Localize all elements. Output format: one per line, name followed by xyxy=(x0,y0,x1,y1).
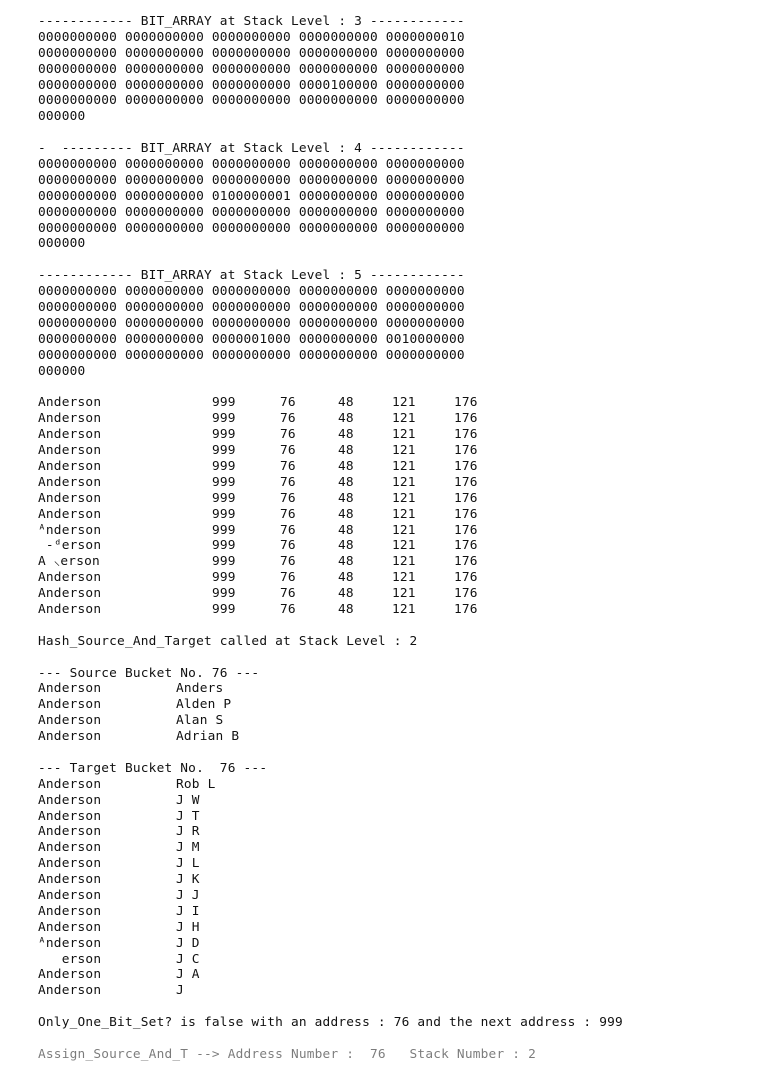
record-value: 76 xyxy=(280,474,296,490)
record-value: 48 xyxy=(338,522,354,538)
table-row xyxy=(38,427,738,443)
bucket-given: J H xyxy=(176,919,200,935)
record-table xyxy=(38,395,738,617)
record-value: 121 xyxy=(392,395,416,411)
bit-array-row: 000000 xyxy=(38,109,86,125)
record-value: 999 xyxy=(212,474,236,490)
record-name: Anderson xyxy=(38,411,102,427)
list-item xyxy=(38,967,738,983)
table-row xyxy=(38,602,738,618)
truncated-assign-line: Assign_Source_And_T --> Address Number : 76 Stack Number : 2 xyxy=(38,1046,536,1062)
record-value: 999 xyxy=(212,586,236,602)
record-value: 76 xyxy=(280,490,296,506)
record-value: 999 xyxy=(212,538,236,554)
bucket-given: J J xyxy=(176,887,200,903)
bucket-surname: Anderson xyxy=(38,776,102,792)
list-item xyxy=(38,681,738,697)
bucket-given: Alan S xyxy=(176,713,224,729)
bucket-given: J C xyxy=(176,951,200,967)
table-row xyxy=(38,538,738,554)
record-value: 121 xyxy=(392,554,416,570)
source-bucket-header: --- Source Bucket No. 76 --- xyxy=(38,665,260,681)
record-value: 76 xyxy=(280,443,296,459)
record-value: 76 xyxy=(280,506,296,522)
record-name: Anderson xyxy=(38,458,102,474)
record-value: 48 xyxy=(338,458,354,474)
target-bucket-list xyxy=(38,777,738,999)
record-value: 176 xyxy=(454,554,478,570)
bucket-surname: ᴬnderson xyxy=(38,935,102,951)
record-value: 999 xyxy=(212,490,236,506)
record-value: 121 xyxy=(392,506,416,522)
bit-array-row: 0000000000 0000000000 0000000000 0000000000 0000000000 xyxy=(38,45,465,61)
bucket-given: J xyxy=(176,983,184,999)
record-name: A ⸜erson xyxy=(38,554,100,570)
bucket-surname: erson xyxy=(38,951,102,967)
record-value: 999 xyxy=(212,427,236,443)
bit-array-row: 000000 xyxy=(38,236,86,252)
bucket-surname: Anderson xyxy=(38,808,102,824)
bit-array-row: 0000000000 0000000000 0000000000 0000000000 0000000000 xyxy=(38,315,465,331)
bit-array-row: 0000000000 0000000000 0000000000 0000000000 0000000000 xyxy=(38,347,465,363)
record-value: 999 xyxy=(212,506,236,522)
record-value: 999 xyxy=(212,458,236,474)
record-value: 176 xyxy=(454,474,478,490)
bucket-given: J R xyxy=(176,824,200,840)
bucket-given: Alden P xyxy=(176,697,232,713)
bucket-given: J D xyxy=(176,935,200,951)
record-value: 48 xyxy=(338,506,354,522)
bit-array-row: 0000000000 0000000000 0000001000 0000000000 0010000000 xyxy=(38,331,465,347)
list-item xyxy=(38,936,738,952)
bit-array-block xyxy=(38,14,738,125)
bucket-surname: Anderson xyxy=(38,983,102,999)
record-value: 48 xyxy=(338,474,354,490)
list-item xyxy=(38,809,738,825)
record-value: 176 xyxy=(454,601,478,617)
bit-array-row: 0000000000 0000000000 0000000000 0000000000 0000000000 xyxy=(38,61,465,77)
bucket-given: J W xyxy=(176,792,200,808)
bucket-surname: Anderson xyxy=(38,967,102,983)
record-value: 176 xyxy=(454,586,478,602)
record-value: 76 xyxy=(280,601,296,617)
bucket-given: Adrian B xyxy=(176,729,240,745)
bucket-surname: Anderson xyxy=(38,697,102,713)
record-value: 76 xyxy=(280,554,296,570)
list-item xyxy=(38,856,738,872)
bucket-surname: Anderson xyxy=(38,903,102,919)
record-value: 48 xyxy=(338,490,354,506)
record-name: ᴬnderson xyxy=(38,522,102,538)
list-item xyxy=(38,872,738,888)
list-item xyxy=(38,697,738,713)
record-value: 48 xyxy=(338,395,354,411)
record-value: 48 xyxy=(338,570,354,586)
record-value: 121 xyxy=(392,427,416,443)
bit-array-row: 0000000000 0000000000 0000000000 0000000000 0000000000 xyxy=(38,220,465,236)
source-bucket-list xyxy=(38,681,738,745)
record-name: Anderson xyxy=(38,490,102,506)
bucket-given: J T xyxy=(176,808,200,824)
record-value: 48 xyxy=(338,586,354,602)
record-value: 999 xyxy=(212,601,236,617)
list-item xyxy=(38,840,738,856)
record-value: 76 xyxy=(280,427,296,443)
table-row xyxy=(38,586,738,602)
record-value: 121 xyxy=(392,586,416,602)
bit-array-row: 000000 xyxy=(38,363,86,379)
table-row xyxy=(38,554,738,570)
bucket-given: J A xyxy=(176,967,200,983)
record-value: 121 xyxy=(392,538,416,554)
record-value: 48 xyxy=(338,427,354,443)
record-value: 48 xyxy=(338,554,354,570)
record-value: 48 xyxy=(338,538,354,554)
table-row xyxy=(38,475,738,491)
record-value: 176 xyxy=(454,490,478,506)
list-item xyxy=(38,824,738,840)
record-value: 999 xyxy=(212,570,236,586)
bit-array-block xyxy=(38,268,738,379)
bucket-given: J M xyxy=(176,840,200,856)
record-value: 999 xyxy=(212,411,236,427)
record-name: Anderson xyxy=(38,474,102,490)
bucket-given: J K xyxy=(176,872,200,888)
record-value: 76 xyxy=(280,458,296,474)
list-item xyxy=(38,920,738,936)
bucket-surname: Anderson xyxy=(38,729,102,745)
hash-call-line: Hash_Source_And_Target called at Stack Level : 2 xyxy=(38,633,418,649)
record-value: 999 xyxy=(212,443,236,459)
bit-array-row: 0000000000 0000000000 0000000000 0000000000 0000000000 xyxy=(38,157,465,173)
bit-array-block xyxy=(38,141,738,252)
record-value: 121 xyxy=(392,601,416,617)
record-name: Anderson xyxy=(38,506,102,522)
record-value: 176 xyxy=(454,506,478,522)
bucket-surname: Anderson xyxy=(38,824,102,840)
table-row xyxy=(38,411,738,427)
bucket-given: J I xyxy=(176,903,200,919)
bucket-given: J L xyxy=(176,856,200,872)
record-value: 176 xyxy=(454,522,478,538)
table-row xyxy=(38,507,738,523)
record-value: 121 xyxy=(392,522,416,538)
bit-array-row: 0000000000 0000000000 0000000000 0000000000 0000000010 xyxy=(38,29,465,45)
only-one-bit-line: Only_One_Bit_Set? is false with an address : 76 and the next address : 999 xyxy=(38,1015,623,1031)
record-value: 121 xyxy=(392,570,416,586)
record-value: 121 xyxy=(392,474,416,490)
printout-page xyxy=(38,14,738,1063)
bucket-given: Rob L xyxy=(176,776,216,792)
list-item xyxy=(38,729,738,745)
record-value: 76 xyxy=(280,586,296,602)
table-row xyxy=(38,570,738,586)
record-value: 76 xyxy=(280,570,296,586)
record-value: 176 xyxy=(454,538,478,554)
record-value: 176 xyxy=(454,395,478,411)
bucket-surname: Anderson xyxy=(38,681,102,697)
record-value: 176 xyxy=(454,443,478,459)
list-item xyxy=(38,793,738,809)
target-bucket-header: --- Target Bucket No. 76 --- xyxy=(38,760,268,776)
bit-array-header: ------------ BIT_ARRAY at Stack Level : 3 ------------ xyxy=(38,14,465,29)
record-value: 176 xyxy=(454,570,478,586)
bucket-surname: Anderson xyxy=(38,792,102,808)
bit-array-row: 0000000000 0000000000 0000000000 0000000000 0000000000 xyxy=(38,284,465,300)
record-value: 76 xyxy=(280,538,296,554)
bucket-surname: Anderson xyxy=(38,872,102,888)
record-name: Anderson xyxy=(38,395,102,411)
bit-array-section xyxy=(38,14,738,395)
record-name: Anderson xyxy=(38,586,102,602)
table-row xyxy=(38,395,738,411)
list-item xyxy=(38,904,738,920)
table-row xyxy=(38,491,738,507)
bucket-surname: Anderson xyxy=(38,840,102,856)
record-value: 121 xyxy=(392,458,416,474)
bucket-surname: Anderson xyxy=(38,856,102,872)
bucket-given: Anders xyxy=(176,681,224,697)
record-value: 121 xyxy=(392,490,416,506)
table-row xyxy=(38,443,738,459)
bit-array-row: 0000000000 0000000000 0000000000 0000000000 0000000000 xyxy=(38,172,465,188)
table-row xyxy=(38,459,738,475)
record-value: 176 xyxy=(454,411,478,427)
list-item xyxy=(38,983,738,999)
bit-array-row: 0000000000 0000000000 0000000000 0000000000 0000000000 xyxy=(38,300,465,316)
record-name: Anderson xyxy=(38,601,102,617)
record-name: Anderson xyxy=(38,570,102,586)
record-value: 76 xyxy=(280,395,296,411)
record-value: 76 xyxy=(280,522,296,538)
record-value: 48 xyxy=(338,443,354,459)
bit-array-row: 0000000000 0000000000 0100000001 0000000000 0000000000 xyxy=(38,188,465,204)
record-value: 76 xyxy=(280,411,296,427)
record-value: 999 xyxy=(212,554,236,570)
list-item xyxy=(38,888,738,904)
bucket-surname: Anderson xyxy=(38,713,102,729)
list-item xyxy=(38,952,738,968)
record-value: 121 xyxy=(392,443,416,459)
bit-array-row: 0000000000 0000000000 0000000000 0000000000 0000000000 xyxy=(38,93,465,109)
record-name: Anderson xyxy=(38,443,102,459)
bucket-surname: Anderson xyxy=(38,919,102,935)
bucket-surname: Anderson xyxy=(38,887,102,903)
bit-array-row: 0000000000 0000000000 0000000000 0000100000 0000000000 xyxy=(38,77,465,93)
record-name: -ᵈerson xyxy=(38,538,102,554)
bit-array-header: ------------ BIT_ARRAY at Stack Level : 5 ------------ xyxy=(38,268,465,284)
record-value: 48 xyxy=(338,601,354,617)
record-name: Anderson xyxy=(38,427,102,443)
record-value: 999 xyxy=(212,395,236,411)
record-value: 176 xyxy=(454,458,478,474)
record-value: 176 xyxy=(454,427,478,443)
table-row xyxy=(38,523,738,539)
list-item xyxy=(38,713,738,729)
record-value: 48 xyxy=(338,411,354,427)
bit-array-header: - --------- BIT_ARRAY at Stack Level : 4 ------------ xyxy=(38,141,465,157)
record-value: 999 xyxy=(212,522,236,538)
list-item xyxy=(38,777,738,793)
record-value: 121 xyxy=(392,411,416,427)
bit-array-row: 0000000000 0000000000 0000000000 0000000000 0000000000 xyxy=(38,204,465,220)
